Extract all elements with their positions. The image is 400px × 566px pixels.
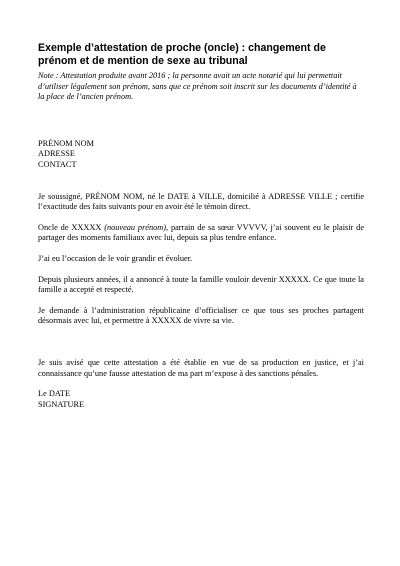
paragraph-identity: Je soussigné, PRÉNOM NOM, né le DATE à VILLE, domicilié à ADRESSE VILLE ; certifie l’exactitude des faits suivants pour en avoir été le témoin direct. [38, 191, 364, 212]
document-title: Exemple d’attestation de proche (oncle) : changement de prénom et de mention de sexe au tribunal [38, 42, 326, 67]
document-note: Note : Attestation produite avant 2016 ; la personne avait un acte notarié qui lui permettait d’utiliser légalement son prénom, sans que ce prénom soit inscrit sur les documents d’identité à la place de l’ancien prénom. [38, 71, 357, 102]
paragraph-legal-notice: Je suis avisé que cette attestation a été établie en vue de sa production en justice, et j’ai connaissance qu’une fausse attestation de ma part m’expose à des sanctions pénales. [38, 357, 364, 378]
closing-signature: SIGNATURE [38, 399, 85, 409]
sender-block [38, 139, 364, 171]
new-name-note: (nouveau prénom) [104, 222, 167, 232]
letter-body [38, 192, 364, 380]
closing-date: Le DATE [38, 389, 71, 399]
paragraph-relationship [38, 223, 364, 244]
paragraph-growth: J’ai eu l’occasion de le voir grandir et évoluer. [38, 253, 193, 263]
sender-address: ADRESSE [38, 149, 75, 159]
closing-block [38, 389, 364, 410]
paragraph-request: Je demande à l’administration républicaine d’officialiser ce que tous ses proches partagent désormais avec lui, et permettre à XXXXX de vivre sa vie. [38, 305, 364, 326]
paragraph-announcement: Depuis plusieurs années, il a annoncé à toute la famille vouloir devenir XXXXX. Ce que toute la famille a accepté et respecté. [38, 274, 364, 295]
paragraph-relationship-start: Oncle de XXXXX [38, 222, 105, 232]
paragraph-relationship-end: , parrain de sa sœur VVVVV, j’ai souvent eu le plaisir de partager des moments familiaux avec lui, depuis sa plus tendre enfance. [38, 222, 364, 243]
sender-contact: CONTACT [38, 159, 77, 169]
document-page [38, 42, 364, 410]
sender-name: PRÉNOM NOM [38, 138, 95, 148]
